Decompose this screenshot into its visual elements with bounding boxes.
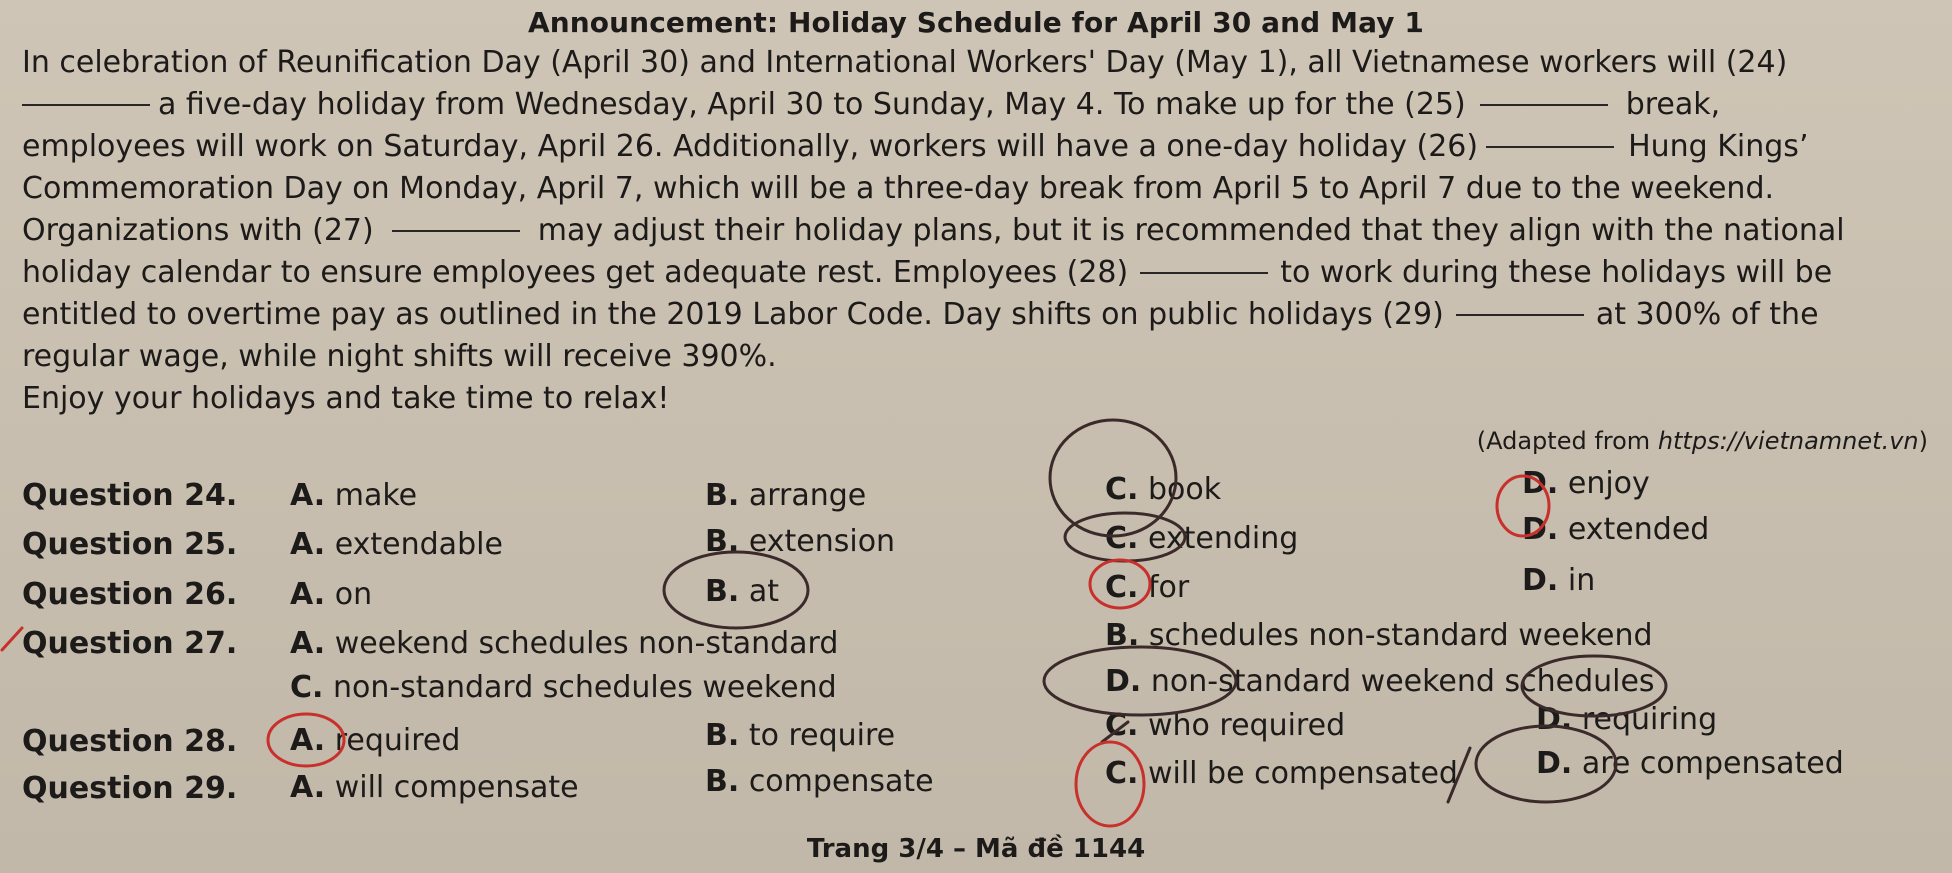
q25-option-b[interactable]: B. extension bbox=[705, 524, 896, 559]
q24-option-d[interactable]: D. enjoy bbox=[1522, 466, 1650, 501]
q28-option-a[interactable]: A. required bbox=[290, 723, 461, 758]
question-24-label: Question 24. bbox=[22, 478, 238, 513]
paragraph-line-3: employees will work on Saturday, April 26. Additionally, workers will have a one-day holiday (26) Hung Kings’ bbox=[22, 129, 1809, 164]
q28-option-b[interactable]: B. to require bbox=[705, 718, 896, 753]
blank-26 bbox=[1486, 144, 1614, 148]
question-28-label: Question 28. bbox=[22, 724, 238, 759]
paragraph-line-9: Enjoy your holidays and take time to relax! bbox=[22, 381, 670, 416]
blank-24 bbox=[22, 102, 150, 106]
q26-option-b[interactable]: B. at bbox=[705, 574, 779, 609]
q28-option-d[interactable]: D. requiring bbox=[1536, 702, 1718, 737]
q27-option-c[interactable]: C. non-standard schedules weekend bbox=[290, 670, 837, 705]
paragraph-line-7: entitled to overtime pay as outlined in the 2019 Labor Code. Day shifts on public holidays (29) at 300% of the bbox=[22, 297, 1819, 332]
source-citation: (Adapted from https://vietnamnet.vn) bbox=[1476, 427, 1928, 455]
q24-option-c[interactable]: C. book bbox=[1105, 472, 1222, 507]
q27-option-a[interactable]: A. weekend schedules non-standard bbox=[290, 626, 839, 661]
paragraph-line-2: a five-day holiday from Wednesday, April 30 to Sunday, May 4. To make up for the (25) break, bbox=[22, 84, 1927, 126]
q25-option-d[interactable]: D. extended bbox=[1522, 512, 1710, 547]
page-footer: Trang 3/4 – Mã đề 1144 bbox=[806, 834, 1146, 864]
question-29-label: Question 29. bbox=[22, 771, 238, 806]
q26-option-c[interactable]: C. for bbox=[1105, 570, 1190, 605]
blank-27 bbox=[392, 228, 520, 232]
q29-option-c[interactable]: C. will be compensated bbox=[1105, 756, 1458, 791]
paragraph-line-6: holiday calendar to ensure employees get adequate rest. Employees (28) to work during these holidays will be bbox=[22, 255, 1833, 290]
q27-option-d[interactable]: D. non-standard weekend schedules bbox=[1105, 664, 1655, 699]
paragraph-line-5: Organizations with (27) may adjust their holiday plans, but it is recommended that they align with the national bbox=[22, 213, 1845, 248]
q29-option-a[interactable]: A. will compensate bbox=[290, 770, 579, 805]
q29-option-b[interactable]: B. compensate bbox=[705, 764, 934, 799]
paragraph-line-8: regular wage, while night shifts will receive 390%. bbox=[22, 339, 777, 374]
q29-option-d[interactable]: D. are compensated bbox=[1536, 746, 1844, 781]
q26-option-d[interactable]: D. in bbox=[1522, 563, 1596, 598]
blank-25 bbox=[1480, 102, 1608, 106]
question-26-label: Question 26. bbox=[22, 577, 238, 612]
q26-option-a[interactable]: A. on bbox=[290, 577, 373, 612]
q25-option-c[interactable]: C. extending bbox=[1105, 521, 1299, 556]
question-27-label: Question 27. bbox=[22, 626, 238, 661]
q27-option-b[interactable]: B. schedules non-standard weekend bbox=[1105, 618, 1653, 653]
announcement-title: Announcement: Holiday Schedule for April 30 and May 1 bbox=[527, 6, 1425, 39]
paragraph-line-4: Commemoration Day on Monday, April 7, which will be a three-day break from April 5 to April 7 due to the weekend. bbox=[22, 171, 1775, 206]
paragraph-line-1: In celebration of Reunification Day (April 30) and International Workers' Day (May 1), all Vietnamese workers will (24) bbox=[22, 45, 1788, 80]
q24-option-b[interactable]: B. arrange bbox=[705, 478, 867, 513]
q24-option-a[interactable]: A. make bbox=[290, 478, 418, 513]
blank-28 bbox=[1140, 270, 1268, 274]
announcement-paragraph bbox=[22, 42, 1927, 420]
q25-option-a[interactable]: A. extendable bbox=[290, 527, 503, 562]
red-slash-q27 bbox=[2, 628, 22, 650]
q28-option-c[interactable]: C. who required bbox=[1105, 708, 1346, 743]
source-link[interactable]: https://vietnamnet.vn bbox=[1657, 427, 1919, 455]
question-25-label: Question 25. bbox=[22, 527, 238, 562]
blank-29 bbox=[1456, 312, 1584, 316]
